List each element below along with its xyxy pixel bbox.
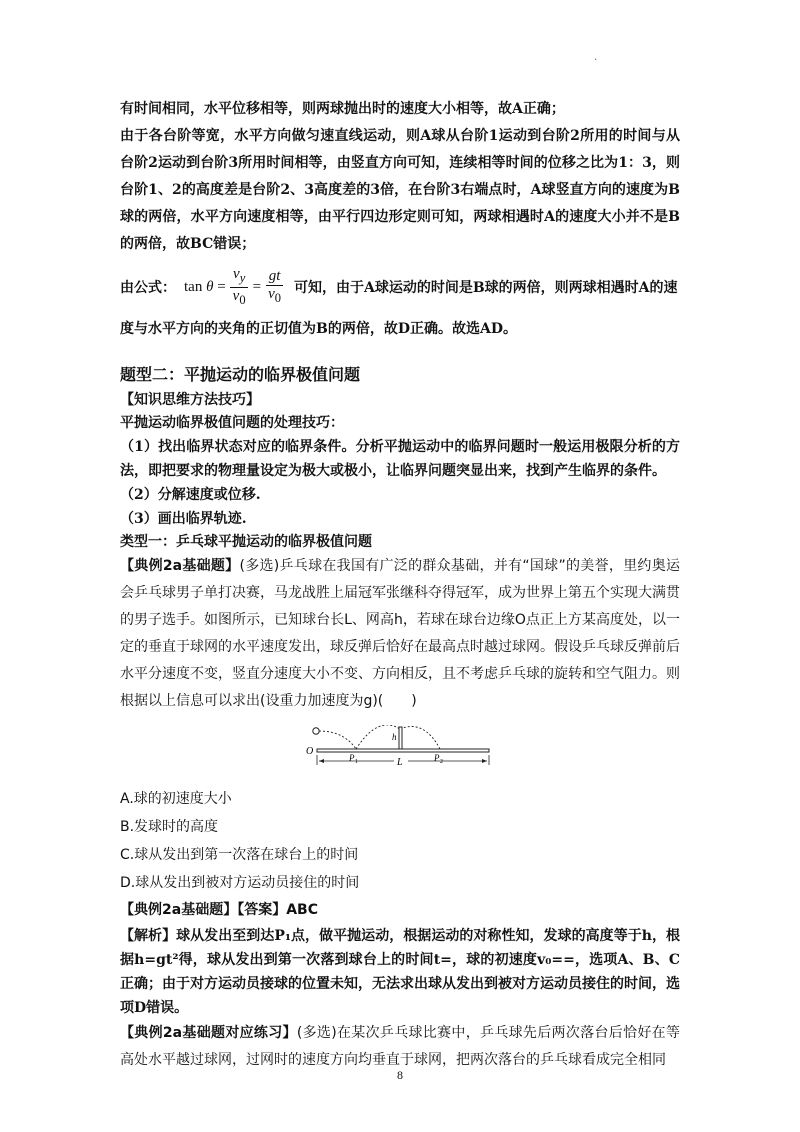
formula-prefix: 由公式：	[120, 280, 176, 296]
type-title: 类型一：乒乓球平抛运动的临界极值问题	[120, 534, 372, 550]
denominator-v: v	[232, 287, 240, 304]
analysis-text: 球从发出至到达P₁点，做平抛运动，根据运动的对称性知，发球的高度等于h，根据h=gt²得，球从发出到第一次落到球台上的时间t=，球的初速度v₀==，选项A、B、C正确；由于对方运动员接球的位置未知，无法求出球从发出到被对方运动员接住的时间，选项D错误。	[120, 928, 680, 1016]
method-title: 【知识思维方法技巧】	[120, 392, 260, 408]
practice-label: 【典例2a基础题对应练习】	[120, 1025, 297, 1041]
method-intro: 平抛运动临界极值问题的处理技巧：	[120, 415, 344, 431]
section-title: 题型二：平抛运动的临界极值问题	[120, 365, 361, 384]
answer-label: 【典例2a基础题】【答案】	[120, 902, 287, 918]
method-item: （2）分解速度或位移.	[120, 487, 261, 503]
page-number: 8	[397, 1068, 403, 1082]
fraction-gt-v0	[265, 268, 284, 307]
answer-value: ABC	[286, 902, 318, 918]
numerator-v: v	[233, 265, 240, 282]
label-P1: P	[349, 753, 355, 763]
theta-symbol: θ	[206, 278, 214, 295]
trajectory-3	[400, 727, 440, 750]
arrowhead-left	[319, 759, 324, 763]
example-label: 【典例2a基础题】	[120, 558, 240, 574]
label-P1-sub: 1	[355, 759, 358, 765]
label-L: L	[397, 757, 403, 768]
method-item: （3）画出临界轨迹.	[120, 511, 247, 527]
option-b: B.发球时的高度	[120, 819, 219, 835]
option-c: C.球从发出到第一次落在球台上的时间	[120, 847, 359, 863]
practice-text: (多选)在某次乒乓球比赛中，乒乓球先后两次落台后恰好在等高处水平越过球网，过网时的速度方向均垂直于球网，把两次落台的乒乓球看成完全相同	[120, 1025, 680, 1068]
equals-sign: =	[252, 278, 262, 295]
paragraph: 由于各台阶等宽，水平方向做匀速直线运动，则A球从台阶1运动到台阶2所用的时间与从台阶2运动到台阶3所用时间相等，由竖直方向可知，连续相等时间的位移之比为1：3，则台阶1、2的高度差是台阶2、3高度差的3倍，在台阶3右端点时，A球竖直方向的速度为B球的两倍，水平方向速度相等，由平行四边形定则可知，两球相遇时A的速度大小并不是B的两倍，故BC错误；	[120, 128, 680, 252]
label-h: h	[392, 732, 397, 742]
analysis-label: 【解析】	[120, 928, 177, 944]
example-text: (多选)乒乓球在我国有广泛的群众基础，并有“国球”的美誉，里约奥运会乒乓球男子单打决赛，马龙战胜上届冠军张继科夺得冠军，成为世界上第五个实现大满贯的男子选手。如图所示，已知球台长L、网高h，若球在球台边缘O点正上方某高度处，以一定的垂直于球网的水平速度发出，球反弹后恰好在最高点时越过球网。假设乒乓球反弹前后水平分速度不变，竖直分速度大小不变、方向相反，且不考虑乒乓球的旋转和空气阻力。则根据以上信息可以求出(设重力加速度为g)( )	[120, 558, 680, 709]
arrowhead-right	[482, 759, 487, 763]
corner-mark: ·	[594, 55, 598, 66]
trajectory-1	[319, 731, 356, 749]
option-a: A.球的初速度大小	[120, 791, 232, 807]
numerator-sub: y	[239, 270, 246, 285]
numerator-gt: gt	[266, 268, 284, 286]
denominator-sub: 0	[274, 290, 281, 305]
answer-line	[120, 897, 680, 924]
label-O: O	[306, 746, 314, 757]
ball-icon	[313, 728, 319, 734]
paragraph: 有时间相同，水平位移相等，则两球抛出时的速度大小相等，故A正确；	[120, 101, 565, 117]
paragraph: 度与水平方向的夹角的正切值为B的两倍，故D正确。故选AD。	[120, 321, 517, 337]
fraction-vy-v0	[230, 266, 249, 309]
label-P2-sub: 2	[440, 759, 443, 765]
denominator-sub: 0	[239, 292, 246, 307]
example-paragraph	[120, 553, 680, 715]
content-area	[120, 96, 680, 1074]
label-P2: P	[434, 753, 440, 763]
denominator-v: v	[268, 285, 275, 302]
table-surface	[317, 749, 489, 752]
tan-text: tan	[184, 278, 203, 295]
method-item: （1）找出临界状态对应的临界条件。分析平抛运动中的临界问题时一般运用极限分析的方法，即把要求的物理量设定为极大或极小，让临界问题突显出来，找到产生临界的条件。	[120, 439, 680, 479]
tan-formula	[184, 266, 288, 309]
formula-line	[120, 258, 680, 316]
equals-sign: =	[217, 278, 226, 295]
ping-pong-table-diagram	[304, 725, 494, 779]
option-d: D.球从发出到被对方运动员接住的时间	[120, 875, 360, 891]
formula-suffix: 可知，由于A球运动的时间是B球的两倍，则两球相遇时A的速	[293, 280, 678, 296]
net	[399, 727, 402, 749]
practice-paragraph	[120, 1020, 680, 1074]
analysis-paragraph	[120, 924, 680, 1020]
